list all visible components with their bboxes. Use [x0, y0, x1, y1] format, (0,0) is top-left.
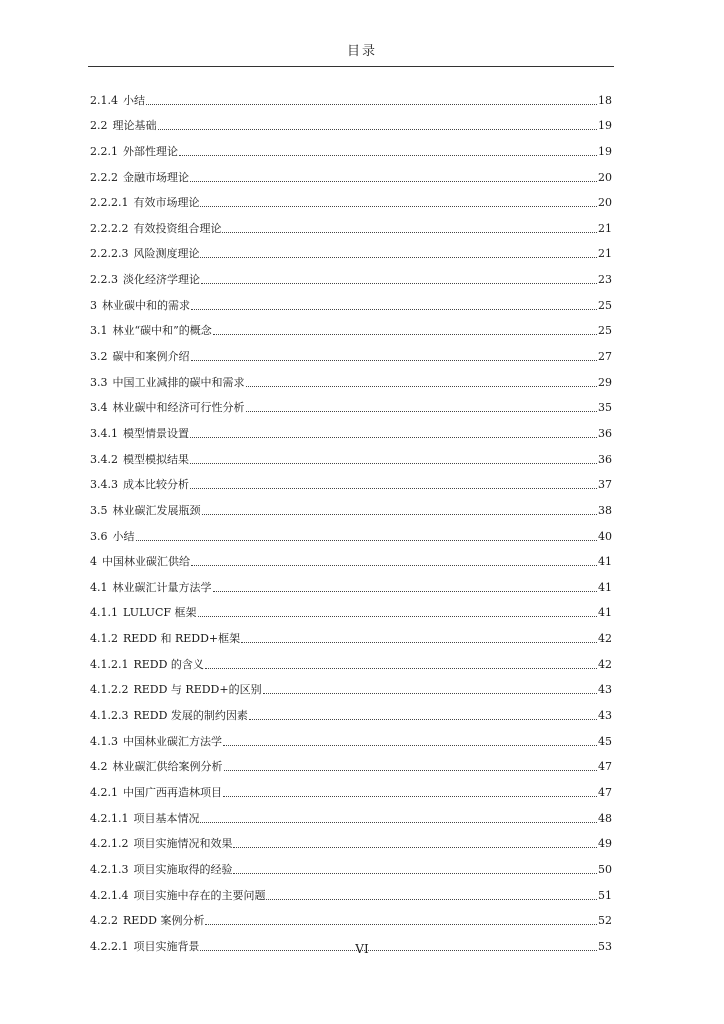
toc-entry-title: 林业碳汇发展瓶颈 [112, 503, 201, 517]
toc-dot-leader [263, 693, 597, 694]
toc-entry-title: 外部性理论 [123, 144, 178, 158]
toc-dot-leader [266, 899, 597, 900]
toc-entry[interactable] [90, 672, 612, 698]
toc-entry-number: 4.2.1.2 [90, 837, 129, 851]
toc-entry[interactable] [90, 595, 612, 621]
toc-entry-number: 2.2.2.3 [90, 247, 129, 261]
toc-entry-page: 43 [598, 709, 612, 723]
toc-entry-page: 47 [598, 785, 612, 799]
toc-entry-number: 4.2.2 [90, 914, 118, 928]
toc-entry-number: 4.2.2.1 [90, 939, 129, 953]
toc-entry-title: 模型情景设置 [123, 426, 189, 440]
toc-entry-title: 小结 [112, 529, 135, 543]
toc-entry-page: 37 [598, 478, 612, 492]
toc-entry-number: 3.6 [90, 529, 108, 543]
toc-entry-title: 林业碳汇供给案例分析 [112, 760, 223, 774]
toc-entry-page: 47 [598, 760, 612, 774]
toc-entry-title: 林业碳中和的需求 [102, 298, 190, 312]
toc-entry-title: REDD 的含义 [133, 657, 204, 671]
toc-entry-number: 2.2 [90, 119, 108, 133]
toc-dot-leader [205, 668, 597, 669]
toc-dot-leader [136, 540, 598, 541]
toc-entry-number: 3.1 [90, 324, 108, 338]
toc-entry-page: 43 [598, 683, 612, 697]
toc-entry-page: 23 [598, 273, 612, 287]
toc-dot-leader [198, 616, 598, 617]
toc-dot-leader [179, 155, 597, 156]
toc-entry[interactable] [90, 826, 612, 852]
toc-entry-number: 4.1 [90, 580, 108, 594]
toc-entry[interactable] [90, 697, 612, 723]
toc-entry-number: 2.2.2 [90, 170, 118, 184]
toc-dot-leader [190, 463, 597, 464]
toc-entry-page: 27 [598, 350, 612, 364]
toc-entry-title: 理论基础 [112, 119, 157, 133]
toc-entry-title: REDD 案例分析 [123, 914, 205, 928]
toc-entry[interactable] [90, 441, 612, 467]
toc-entry[interactable] [90, 390, 612, 416]
toc-entry[interactable] [90, 415, 612, 441]
toc-entry-title: 碳中和案例介绍 [112, 350, 190, 364]
toc-entry-title: 项目基本情况 [133, 811, 200, 825]
toc-dot-leader [200, 257, 597, 258]
toc-dot-leader [191, 565, 597, 566]
toc-entry-number: 4.2.1.4 [90, 888, 129, 902]
toc-entry-title: REDD 发展的制约因素 [133, 709, 248, 723]
toc-entry-title: 风险测度理论 [133, 247, 200, 261]
toc-entry-title: REDD 与 REDD+的区别 [133, 683, 262, 697]
toc-entry-number: 3.2 [90, 350, 108, 364]
toc-entry-number: 3.3 [90, 375, 108, 389]
toc-dot-leader [190, 437, 597, 438]
toc-entry-page: 40 [598, 529, 612, 543]
toc-entry-number: 2.2.2.1 [90, 196, 129, 210]
toc-entry-number: 2.2.2.2 [90, 221, 129, 235]
toc-entry-number: 4 [90, 555, 97, 569]
toc-entry-number: 4.1.3 [90, 734, 118, 748]
toc-entry-page: 42 [598, 632, 612, 646]
toc-entry-number: 4.1.2.1 [90, 657, 129, 671]
toc-entry-title: 项目实施中存在的主要问题 [133, 888, 266, 902]
toc-entry-title: REDD 和 REDD+框架 [123, 632, 241, 646]
toc-entry[interactable] [90, 800, 612, 826]
toc-entry-number: 3.4.3 [90, 478, 118, 492]
toc-entry[interactable] [90, 749, 612, 775]
toc-entry-title: 成本比较分析 [123, 478, 189, 492]
toc-entry-title: 金融市场理论 [123, 170, 189, 184]
toc-entry-page: 52 [598, 914, 612, 928]
toc-entry-page: 38 [598, 503, 612, 517]
toc-entry-page: 42 [598, 657, 612, 671]
toc-dot-leader [200, 822, 597, 823]
toc-entry-title: 中国林业碳汇方法学 [123, 734, 222, 748]
toc-entry-title: 林业“碳中和”的概念 [112, 324, 212, 338]
toc-dot-leader [246, 411, 598, 412]
toc-dot-leader [233, 873, 597, 874]
toc-entry-page: 41 [598, 580, 612, 594]
toc-entry-title: 项目实施背景 [133, 939, 200, 953]
toc-dot-leader [213, 334, 597, 335]
toc-dot-leader [222, 232, 597, 233]
toc-entry-title: 小结 [123, 93, 145, 107]
toc-dot-leader [246, 386, 598, 387]
toc-entry[interactable] [90, 903, 612, 929]
toc-entry-title: 有效市场理论 [133, 196, 200, 210]
toc-dot-leader [146, 104, 597, 105]
page-title: 目录 [346, 44, 377, 59]
toc-entry-page: 35 [598, 401, 612, 415]
toc-entry[interactable] [90, 851, 612, 877]
toc-entry-number: 3.5 [90, 503, 108, 517]
toc-entry[interactable] [90, 82, 612, 108]
toc-entry-page: 45 [598, 734, 612, 748]
toc-entry-number: 2.1.4 [90, 93, 118, 107]
toc-dot-leader [213, 591, 598, 592]
toc-dot-leader [249, 719, 597, 720]
toc-entry-page: 36 [598, 426, 612, 440]
toc-entry-title: 淡化经济学理论 [123, 273, 200, 287]
toc-entry-page: 50 [598, 862, 612, 876]
toc-entry[interactable] [90, 877, 612, 903]
toc-entry-page: 18 [598, 93, 612, 107]
toc-dot-leader [224, 770, 598, 771]
toc-entry-page: 41 [598, 606, 612, 620]
toc-entry-number: 3.4.1 [90, 426, 118, 440]
toc-dot-leader [241, 642, 597, 643]
toc-entry[interactable] [90, 723, 612, 749]
toc-entry-title: 模型模拟结果 [123, 452, 189, 466]
toc-entry-number: 2.2.3 [90, 273, 118, 287]
toc-entry[interactable] [90, 210, 612, 236]
toc-entry-title: LULUCF 框架 [123, 606, 197, 620]
page-number: VI [355, 942, 369, 956]
toc-entry[interactable] [90, 338, 612, 364]
toc-entry-page: 21 [598, 221, 612, 235]
toc-entry-number: 3.4.2 [90, 452, 118, 466]
toc-entry-page: 19 [598, 144, 612, 158]
table-of-contents [90, 82, 612, 954]
toc-entry[interactable] [90, 646, 612, 672]
toc-entry-page: 48 [598, 811, 612, 825]
toc-entry-title: 中国广西再造林项目 [123, 785, 222, 799]
toc-entry-number: 4.2.1.1 [90, 811, 129, 825]
toc-entry-page: 21 [598, 247, 612, 261]
toc-entry-title: 项目实施情况和效果 [133, 837, 233, 851]
toc-dot-leader [158, 129, 598, 130]
toc-entry-number: 2.2.1 [90, 144, 118, 158]
toc-dot-leader [202, 514, 598, 515]
toc-dot-leader [191, 309, 597, 310]
toc-entry-number: 3 [90, 298, 97, 312]
toc-entry[interactable] [90, 364, 612, 390]
toc-entry[interactable] [90, 287, 612, 313]
toc-entry-number: 4.2.1.3 [90, 862, 129, 876]
toc-dot-leader [200, 206, 597, 207]
toc-entry[interactable] [90, 518, 612, 544]
toc-entry[interactable] [90, 492, 612, 518]
toc-entry-title: 中国林业碳汇供给 [102, 555, 190, 569]
toc-entry[interactable] [90, 467, 612, 493]
toc-entry-page: 20 [598, 196, 612, 210]
toc-dot-leader [191, 360, 598, 361]
toc-entry[interactable] [90, 261, 612, 287]
toc-dot-leader [205, 924, 597, 925]
toc-entry[interactable] [90, 159, 612, 185]
toc-dot-leader [201, 283, 597, 284]
toc-entry-page: 53 [598, 939, 612, 953]
header-divider [88, 66, 614, 67]
toc-entry-page: 20 [598, 170, 612, 184]
toc-entry-number: 4.2.1 [90, 785, 118, 799]
toc-entry-page: 29 [598, 375, 612, 389]
toc-entry[interactable] [90, 774, 612, 800]
toc-entry-page: 25 [598, 324, 612, 338]
toc-dot-leader [223, 745, 597, 746]
toc-entry-page: 19 [598, 119, 612, 133]
toc-entry-page: 41 [598, 555, 612, 569]
toc-entry-number: 4.1.2.3 [90, 709, 129, 723]
toc-dot-leader [190, 181, 597, 182]
toc-entry-page: 49 [598, 837, 612, 851]
toc-entry-page: 36 [598, 452, 612, 466]
toc-entry-number: 4.1.2 [90, 632, 118, 646]
toc-dot-leader [190, 488, 597, 489]
toc-entry[interactable] [90, 236, 612, 262]
toc-entry[interactable] [90, 620, 612, 646]
toc-entry-title: 林业碳汇计量方法学 [112, 580, 212, 594]
toc-entry[interactable] [90, 185, 612, 211]
toc-dot-leader [233, 847, 597, 848]
toc-entry-number: 4.1.2.2 [90, 683, 129, 697]
toc-entry-title: 中国工业减排的碳中和需求 [112, 375, 245, 389]
toc-entry[interactable] [90, 544, 612, 570]
toc-entry-title: 项目实施取得的经验 [133, 862, 233, 876]
toc-entry[interactable] [90, 569, 612, 595]
toc-entry[interactable] [90, 313, 612, 339]
toc-dot-leader [223, 796, 597, 797]
toc-entry-title: 有效投资组合理论 [133, 221, 222, 235]
toc-entry-number: 4.2 [90, 760, 108, 774]
toc-entry-page: 51 [598, 888, 612, 902]
toc-entry-number: 3.4 [90, 401, 108, 415]
toc-entry[interactable] [90, 133, 612, 159]
toc-entry-page: 25 [598, 298, 612, 312]
toc-entry[interactable] [90, 108, 612, 134]
toc-entry-title: 林业碳中和经济可行性分析 [112, 401, 245, 415]
toc-entry-number: 4.1.1 [90, 606, 118, 620]
